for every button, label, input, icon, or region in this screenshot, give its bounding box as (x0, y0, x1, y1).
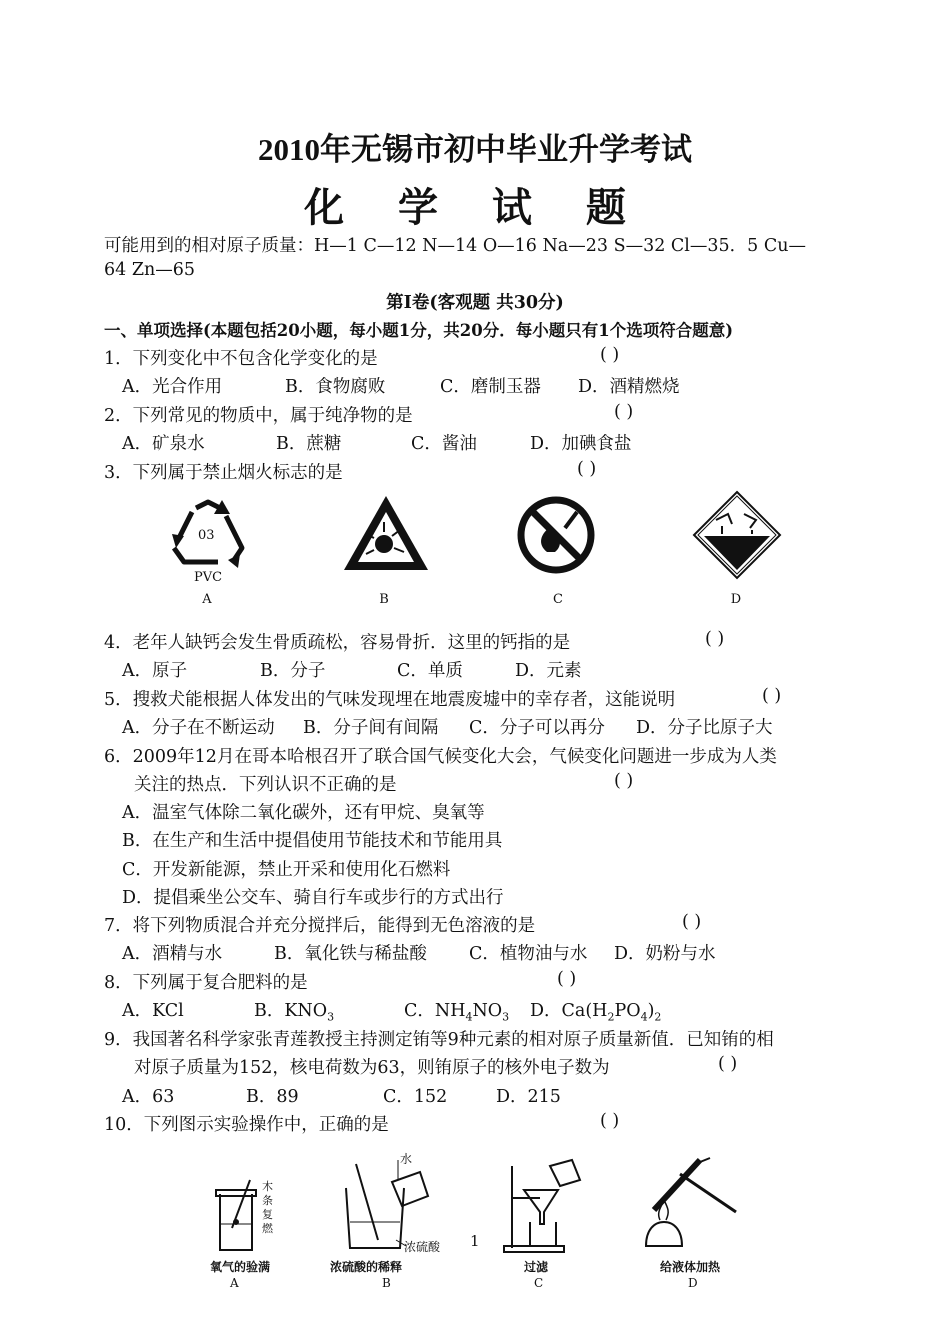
q7-stem: 7．将下列物质混合并充分搅拌后，能得到无色溶液的是 (104, 916, 536, 936)
q4-option-b: B．分子 (260, 661, 326, 681)
q8-option-d: D．$Ca(H_2PO_4)_2$ (530, 1001, 662, 1024)
q9-stem-line-2: 对原子质量为152，核电荷数为63，则铕原子的核外电子数为 (134, 1058, 610, 1078)
q6-option-c: C．开发新能源，禁止开采和使用化石燃料 (122, 860, 451, 880)
q2-stem: 2．下列常见的物质中，属于纯净物的是 (104, 406, 413, 426)
q7-option-d: D．奶粉与水 (614, 944, 716, 964)
q3-a-text: PVC (194, 570, 223, 585)
q9-option-a: A．63 (122, 1087, 175, 1107)
q3-label-a: A (202, 592, 212, 607)
q4-option-d: D．元素 (515, 661, 582, 681)
page-number: 1 (470, 1232, 480, 1250)
q7-option-a: A．酒精与水 (122, 944, 223, 964)
q1-answer-blank: ( ) (600, 345, 620, 365)
q10-a-side-text: 木条复燃 (262, 1180, 273, 1235)
part-one-heading: 一、单项选择(本题包括20小题，每小题1分，共20分．每小题只有1个选项符合题意) (104, 321, 733, 340)
q8-stem: 8．下列属于复合肥料的是 (104, 973, 308, 993)
q8-option-b: B．$KNO_3$ (254, 1001, 335, 1024)
q8-answer-blank: ( ) (557, 969, 577, 989)
exam-title: 2010年无锡市初中毕业升学考试 (258, 132, 692, 167)
q3-label-d: D (730, 592, 742, 607)
no-fire-icon (515, 494, 597, 576)
q7-answer-blank: ( ) (682, 912, 702, 932)
q5-answer-blank: ( ) (762, 686, 782, 706)
oxygen-test-apparatus-icon (210, 1178, 266, 1254)
q6-stem-line-1: 6．2009年12月在哥本哈根召开了联合国气候变化大会，气候变化问题进一步成为人类 (104, 747, 777, 767)
section-title: 第Ⅰ卷(客观题 共30分) (386, 293, 564, 313)
q4-option-a: A．原子 (122, 661, 188, 681)
q9-answer-blank: ( ) (718, 1054, 738, 1074)
q10-c-caption: 过滤 (524, 1260, 549, 1274)
q10-d-caption: 给液体加热 (660, 1260, 721, 1274)
q5-option-b: B．分子间有间隔 (303, 718, 439, 738)
q4-stem: 4．老年人缺钙会发生骨质疏松，容易骨折．这里的钙指的是 (104, 633, 571, 653)
q10-a-caption: 氧气的验满 (210, 1260, 271, 1274)
q10-label-d: D (688, 1276, 698, 1290)
q4-option-c: C．单质 (397, 661, 463, 681)
q8-option-c: C．$NH_4NO_3$ (404, 1001, 510, 1024)
q2-option-b: B．蔗糖 (276, 434, 342, 454)
q6-stem-line-2: 关注的热点．下列认识不正确的是 (134, 775, 397, 795)
q1-option-a: A．光合作用 (122, 377, 223, 397)
q10-label-b: B (382, 1276, 391, 1290)
q9-stem-line-1: 9．我国著名科学家张青莲教授主持测定铕等9种元素的相对原子质量新值．已知铕的相 (104, 1030, 774, 1050)
q7-option-c: C．植物油与水 (469, 944, 588, 964)
q9-option-b: B．89 (246, 1087, 299, 1107)
q1-option-c: C．磨制玉器 (440, 377, 541, 397)
q7-option-b: B．氧化铁与稀盐酸 (274, 944, 427, 964)
corrosive-warning-icon (692, 490, 782, 580)
q10-b-water-label: 水 (400, 1152, 413, 1166)
q6-option-a: A．温室气体除二氧化碳外，还有甲烷、臭氧等 (122, 803, 485, 823)
q1-stem: 1．下列变化中不包含化学变化的是 (104, 349, 378, 369)
q1-option-d: D．酒精燃烧 (578, 377, 680, 397)
q9-option-c: C．152 (383, 1087, 448, 1107)
q10-stem: 10．下列图示实验操作中，正确的是 (104, 1115, 389, 1135)
q10-label-c: C (534, 1276, 544, 1290)
q5-option-d: D．分子比原子大 (636, 718, 773, 738)
q3-stem: 3．下列属于禁止烟火标志的是 (104, 463, 343, 483)
q9-option-d: D．215 (496, 1087, 561, 1107)
q4-answer-blank: ( ) (705, 629, 725, 649)
q10-label-a: A (230, 1276, 239, 1290)
q2-option-a: A．矿泉水 (122, 434, 205, 454)
q6-option-d: D．提倡乘坐公交车、骑自行车或步行的方式出行 (122, 888, 504, 908)
q10-answer-blank: ( ) (600, 1111, 620, 1131)
explosive-warning-icon (340, 492, 432, 574)
q3-label-b: B (379, 592, 389, 607)
q3-label-c: C (553, 592, 563, 607)
q2-option-c: C．酱油 (411, 434, 477, 454)
q6-option-b: B．在生产和生活中提倡使用节能技术和节能用具 (122, 831, 503, 851)
q2-answer-blank: ( ) (614, 402, 634, 422)
q8-option-a: A．KCl (122, 1001, 184, 1021)
q5-option-a: A．分子在不断运动 (122, 718, 275, 738)
q6-answer-blank: ( ) (614, 771, 634, 791)
q1-option-b: B．食物腐败 (285, 377, 386, 397)
q2-option-d: D．加碘食盐 (530, 434, 632, 454)
q3-a-number: 03 (198, 528, 215, 543)
q5-stem: 5．搜救犬能根据人体发出的气味发现埋在地震废墟中的幸存者，这能说明 (104, 690, 676, 710)
atomic-mass-line-1: 可能用到的相对原子质量：H—1 C—12 N—14 O—16 Na—23 S—32 Cl—35．5 Cu— (104, 236, 807, 256)
filtration-apparatus-icon (500, 1158, 586, 1254)
q10-b-caption: 浓硫酸的稀释 (330, 1260, 403, 1274)
q10-b-acid-label: 浓硫酸 (404, 1240, 441, 1254)
exam-subtitle: 化 学 试 题 (304, 185, 646, 231)
atomic-mass-line-2: 64 Zn—65 (104, 260, 196, 280)
q5-option-c: C．分子可以再分 (469, 718, 605, 738)
liquid-heating-apparatus-icon (640, 1152, 744, 1256)
q3-answer-blank: ( ) (577, 459, 597, 479)
